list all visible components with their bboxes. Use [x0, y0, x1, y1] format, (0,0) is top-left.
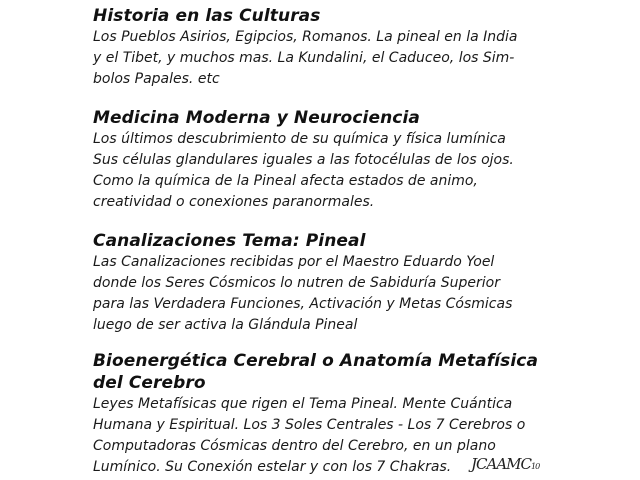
signature-text: JCAAMC: [471, 455, 531, 473]
body-line: Los últimos descubrimiento de su química y física lumínica: [93, 131, 506, 147]
section-title: [93, 107, 563, 129]
section-title: [93, 350, 563, 394]
body-line: Humana y Espiritual. Los 3 Soles Centrales - Los 7 Cerebros o: [93, 417, 526, 433]
section-historia: [93, 5, 563, 90]
body-line: para las Verdadera Funciones, Activación y Metas Cósmicas: [93, 296, 513, 312]
body-line: luego de ser activa la Glándula Pineal: [93, 317, 358, 333]
section-title-line: del Cerebro: [93, 373, 206, 393]
section-title: [93, 230, 563, 252]
section-title-line: Canalizaciones Tema: Pineal: [93, 231, 366, 251]
body-line: donde los Seres Cósmicos lo nutren de Sabiduría Superior: [93, 275, 500, 291]
body-line: Computadoras Cósmicas dentro del Cerebro, en un plano: [93, 438, 496, 454]
body-line: y el Tibet, y muchos mas. La Kundalini, el Caduceo, los Sim-: [93, 50, 515, 66]
body-line: Los Pueblos Asirios, Egipcios, Romanos. La pineal en la India: [93, 29, 518, 45]
signature-watermark: [471, 455, 539, 473]
section-body: [93, 27, 563, 90]
body-line: Sus células glandulares iguales a las fotocélulas de los ojos.: [93, 152, 514, 168]
section-title-line: Historia en las Culturas: [93, 6, 321, 26]
body-line: Lumínico. Su Conexión estelar y con los 7 Chakras.: [93, 459, 452, 475]
body-line: Leyes Metafísicas que rigen el Tema Pineal. Mente Cuántica: [93, 396, 513, 412]
signature-suffix: 10: [531, 462, 540, 471]
section-medicina: [93, 107, 563, 213]
section-title-line: Bioenergética Cerebral o Anatomía Metafísica: [93, 351, 539, 371]
body-line: bolos Papales. etc: [93, 71, 220, 87]
body-line: Como la química de la Pineal afecta estados de animo,: [93, 173, 478, 189]
section-canalizaciones: [93, 230, 563, 336]
body-line: Las Canalizaciones recibidas por el Maestro Eduardo Yoel: [93, 254, 495, 270]
body-line: creatividad o conexiones paranormales.: [93, 194, 375, 210]
section-body: [93, 252, 563, 336]
section-title-line: Medicina Moderna y Neurociencia: [93, 108, 420, 128]
section-body: [93, 129, 563, 213]
section-title: [93, 5, 563, 27]
